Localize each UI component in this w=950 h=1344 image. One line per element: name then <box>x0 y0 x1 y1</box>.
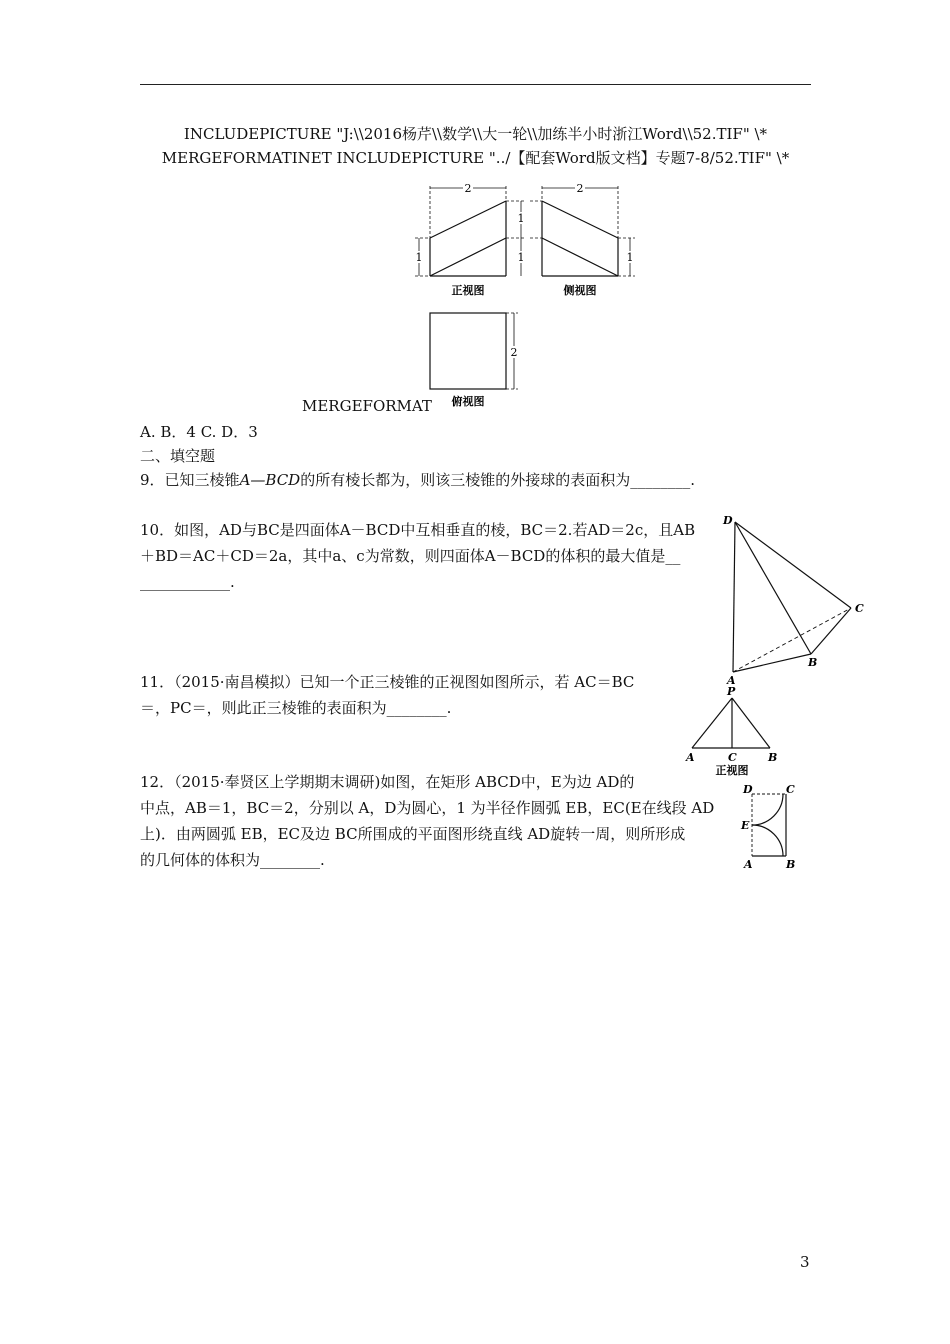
q10-line-1: 10．如图，AD与BC是四面体A－BCD中互相垂直的棱，BC＝2.若AD＝2c，且AB <box>140 521 696 539</box>
front-view <box>415 186 525 276</box>
rectangle-edges <box>752 794 786 856</box>
q12-line-2: 中点，AB＝1，BC＝2，分别以 A，D为圆心，1 为半径作圆弧 EB，EC(E在线段 AD <box>140 799 715 817</box>
vertex-c-label: C <box>786 783 795 796</box>
page-number: 3 <box>800 1253 810 1271</box>
pyramid-front-view <box>682 684 782 780</box>
vertex-d-label: D <box>743 783 753 796</box>
three-view-figure <box>405 176 645 412</box>
top-view-caption: 俯视图 <box>451 395 485 408</box>
vertex-b-label: B <box>786 858 796 871</box>
side-height-label: 1 <box>626 251 634 264</box>
vertex-c-label: C <box>855 602 864 615</box>
q12-line-1: 12．（2015·奉贤区上学期期末调研)如图，在矩形 ABCD中，E为边 AD的 <box>140 773 635 791</box>
vertex-a-label: A <box>744 858 753 871</box>
q10-line-2: ＋BD＝AC＋CD＝2a，其中a、c为常数，则四面体A－BCD的体积的最大值是__ <box>140 547 681 565</box>
q11-line-2: ＝，PC＝，则此正三棱锥的表面积为________. <box>140 699 452 717</box>
side-width-label: 2 <box>576 182 584 195</box>
vertex-p-label: P <box>727 685 736 698</box>
side-view-caption: 侧视图 <box>563 284 597 297</box>
q12-line-4: 的几何体的体积为________. <box>140 851 325 869</box>
q9-text-a: 已知三棱锥 <box>164 471 240 489</box>
front-view-caption: 正视图 <box>715 764 749 777</box>
q9-number: 9． <box>140 471 165 489</box>
q11-line-1: 11．（2015·南昌模拟）已知一个正三棱锥的正视图如图所示，若 AC＝BC <box>140 673 635 691</box>
q10-line-3: ____________. <box>140 573 235 591</box>
vertex-a-label: A <box>686 751 695 764</box>
q12-line-3: 上)．由两圆弧 EB，EC及边 BC所围成的平面图形绕直线 AD旋转一周，则所形成 <box>140 825 686 843</box>
include-field-line-2: MERGEFORMATINET INCLUDEPICTURE "../【配套Word版文档】专题7-8/52.TIF" \* <box>161 149 790 167</box>
q9-tetrahedron: A—BCD <box>239 471 301 489</box>
vertex-a-label: A <box>727 674 736 686</box>
front-view-caption: 正视图 <box>451 284 485 297</box>
vertex-b-label: B <box>768 751 778 764</box>
arc-eb <box>752 825 783 856</box>
mergeformat-text: MERGEFORMAT <box>302 397 432 415</box>
question-9 <box>140 470 695 490</box>
side-view <box>530 186 635 276</box>
vertex-c-label: C <box>728 751 737 764</box>
rectangle-arc-figure <box>738 780 804 872</box>
front-height-label: 1 <box>415 251 423 264</box>
top-size-label: 2 <box>510 346 518 359</box>
include-field-line-1: INCLUDEPICTURE "J:\\2016杨芹\\数学\\大一轮\\加练半小时浙江Word\\52.TIF" \* <box>183 125 768 143</box>
tetrahedron-edges <box>733 522 851 672</box>
q8-options: A. B．4 C. D．3 <box>140 423 258 441</box>
front-upper-label: 1 <box>517 212 525 225</box>
vertex-d-label: D <box>723 514 733 527</box>
front-width-label: 2 <box>464 182 472 195</box>
point-e-label: E <box>741 819 750 832</box>
header-rule <box>140 84 811 85</box>
tetrahedron-figure <box>718 508 868 686</box>
q9-text-b: 的所有棱长都为，则该三棱锥的外接球的表面积为________. <box>300 471 695 489</box>
pyramid-edges <box>692 698 770 748</box>
vertex-b-label: B <box>808 656 818 669</box>
front-lower-label: 1 <box>517 251 525 264</box>
arc-ec <box>752 794 783 825</box>
section-title: 二、填空题 <box>140 447 216 465</box>
top-view <box>430 313 518 389</box>
